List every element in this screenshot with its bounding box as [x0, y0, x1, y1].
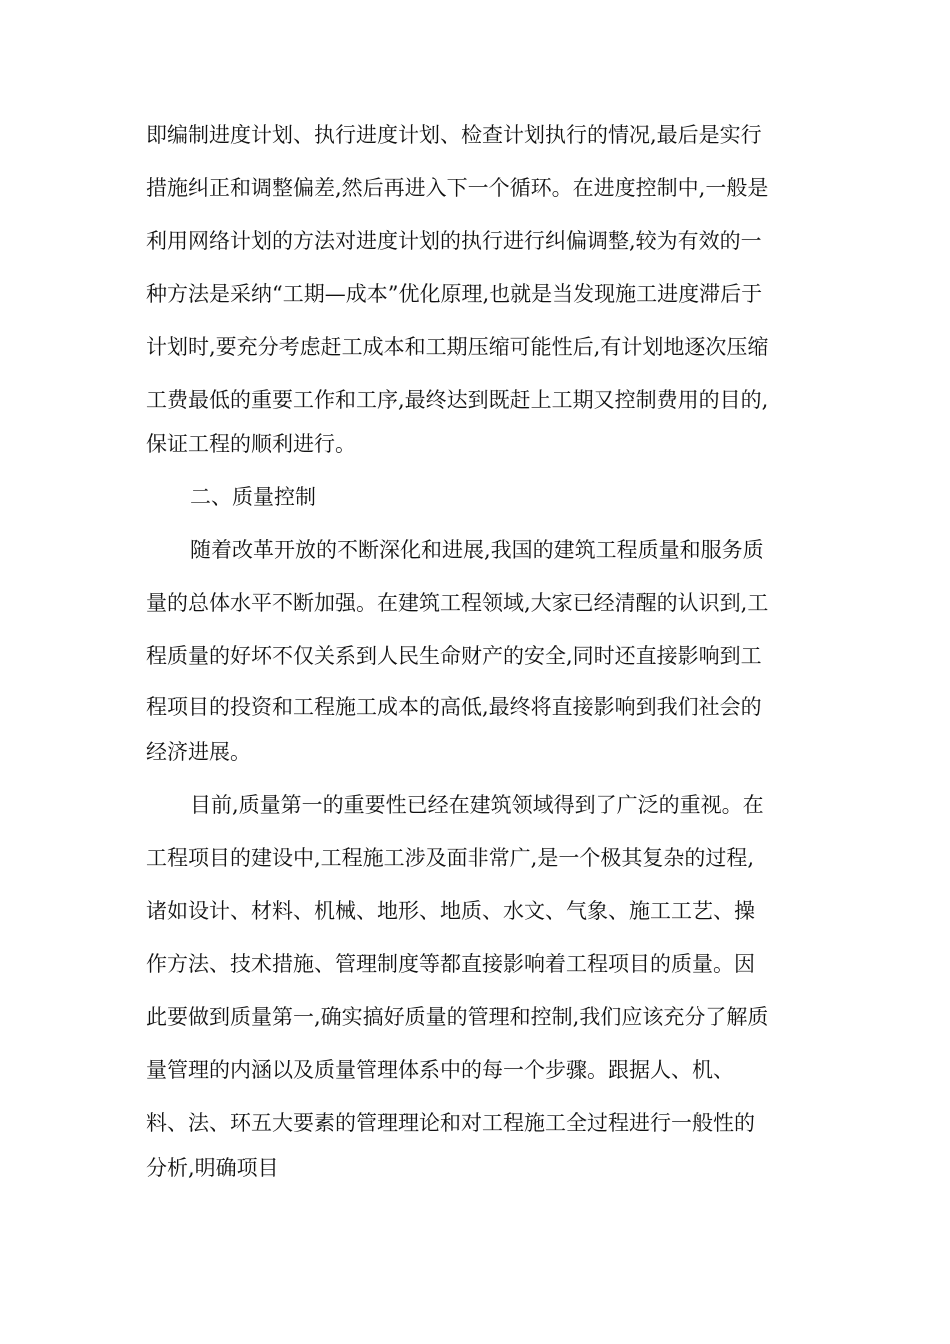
paragraph-2-line-2: 量的总体水平不断加强。在建筑工程领域,大家已经清醒的认识到,工	[146, 591, 769, 615]
paragraph-3-line-2: 工程项目的建设中,工程施工涉及面非常广,是一个极其复杂的过程,	[146, 846, 755, 870]
paragraph-1-line-7: 保证工程的顺利进行。	[146, 432, 356, 456]
paragraph-3-line-5: 此要做到质量第一,确实搞好质量的管理和控制,我们应该充分了解质	[146, 1005, 769, 1029]
paragraph-1-line-2: 措施纠正和调整偏差,然后再进入下一个循环。在进度控制中,一般是	[146, 176, 769, 200]
paragraph-3-line-7: 料、法、环五大要素的管理理论和对工程施工全过程进行一般性的	[146, 1111, 755, 1135]
paragraph-1-line-4: 种方法是采纳“工期—成本”优化原理,也就是当发现施工进度滞后于	[146, 282, 763, 306]
paragraph-3-line-6: 量管理的内涵以及质量管理体系中的每一个步骤。跟据人、机、	[146, 1058, 734, 1082]
paragraph-2-line-3: 程质量的好坏不仅关系到人民生命财产的安全,同时还直接影响到工	[146, 644, 762, 668]
paragraph-1-line-1: 即编制进度计划、执行进度计划、检查计划执行的情况,最后是实行	[146, 123, 762, 147]
paragraph-2-line-4: 程项目的投资和工程施工成本的高低,最终将直接影响到我们社会的	[146, 695, 762, 719]
paragraph-3-line-8: 分析,明确项目	[146, 1156, 279, 1180]
paragraph-2-line-5: 经济进展。	[146, 740, 251, 764]
paragraph-2-line-1: 随着改革开放的不断深化和进展,我国的建筑工程质量和服务质	[190, 538, 764, 562]
paragraph-1-line-5: 计划时,要充分考虑赶工成本和工期压缩可能性后,有计划地逐次压缩	[146, 335, 769, 359]
paragraph-3-line-4: 作方法、技术措施、管理制度等都直接影响着工程项目的质量。因	[146, 952, 755, 976]
paragraph-1-line-3: 利用网络计划的方法对进度计划的执行进行纠偏调整,较为有效的一	[146, 229, 762, 253]
paragraph-3-line-3: 诸如设计、材料、机械、地形、地质、水文、气象、施工工艺、操	[146, 899, 755, 923]
section-heading: 二、质量控制	[190, 485, 316, 509]
paragraph-1-line-6: 工费最低的重要工作和工序,最终达到既赶上工期又控制费用的目的,	[146, 388, 769, 412]
paragraph-3-line-1: 目前,质量第一的重要性已经在建筑领域得到了广泛的重视。在	[190, 793, 764, 817]
